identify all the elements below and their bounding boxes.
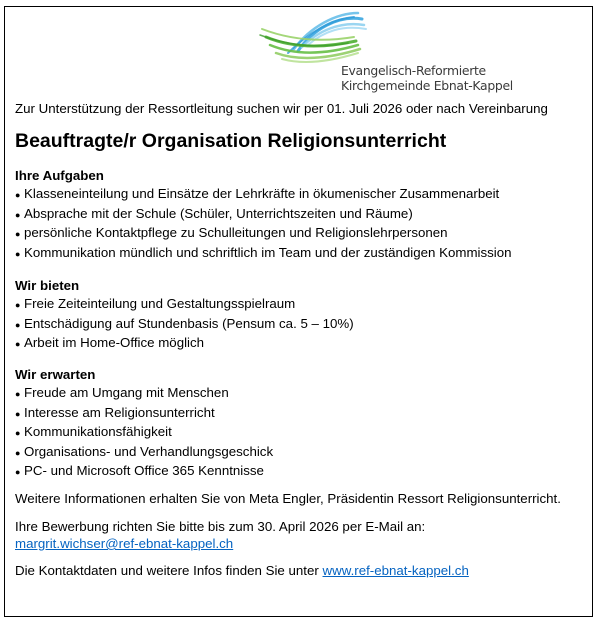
church-logo-icon bbox=[258, 9, 368, 65]
list-item: ● Absprache mit der Schule (Schüler, Unterrichtszeiten und Räume) bbox=[15, 205, 512, 225]
section-tasks bbox=[15, 167, 512, 263]
list-item: ● persönliche Kontaktpflege zu Schulleitungen und Religionslehrpersonen bbox=[15, 224, 512, 244]
list-item: ● Freude am Umgang mit Menschen bbox=[15, 384, 273, 404]
bullet-icon: ● bbox=[15, 408, 21, 419]
info-text: Weitere Informationen erhalten Sie von Meta Engler, Präsidentin Ressort Religionsunterricht. bbox=[15, 491, 561, 506]
tasks-list bbox=[15, 185, 512, 263]
list-item: ● PC- und Microsoft Office 365 Kenntnisse bbox=[15, 462, 273, 482]
bullet-icon: ● bbox=[15, 428, 21, 439]
list-item: ● Kommunikationsfähigkeit bbox=[15, 423, 273, 443]
section-heading: Ihre Aufgaben bbox=[15, 168, 104, 183]
list-item: ● Freie Zeiteinteilung und Gestaltungsspielraum bbox=[15, 295, 354, 315]
list-item: ● Entschädigung auf Stundenbasis (Pensum ca. 5 – 10%) bbox=[15, 315, 354, 335]
list-item: ● Kommunikation mündlich und schriftlich im Team und der zuständigen Kommission bbox=[15, 244, 512, 264]
list-item: ● Organisations- und Verhandlungsgeschick bbox=[15, 443, 273, 463]
bullet-icon: ● bbox=[15, 248, 21, 259]
section-offer bbox=[15, 277, 354, 354]
job-title: Beauftragte/r Organisation Religionsunterricht bbox=[15, 130, 447, 152]
bullet-icon: ● bbox=[15, 467, 21, 478]
section-heading: Wir erwarten bbox=[15, 367, 96, 382]
bullet-icon: ● bbox=[15, 389, 21, 399]
bullet-icon: ● bbox=[15, 339, 21, 350]
contact-text bbox=[15, 562, 469, 580]
bullet-icon: ● bbox=[15, 447, 21, 458]
contact-prefix: Die Kontaktdaten und weitere Infos finden Sie unter bbox=[15, 563, 323, 578]
bullet-icon: ● bbox=[15, 209, 21, 220]
section-requirements bbox=[15, 366, 273, 482]
section-heading: Wir bieten bbox=[15, 278, 80, 293]
list-item: ● Interesse am Religionsunterricht bbox=[15, 404, 273, 424]
bullet-icon: ● bbox=[15, 229, 21, 240]
list-item: ● Arbeit im Home-Office möglich bbox=[15, 334, 354, 354]
website-link[interactable]: www.ref-ebnat-kappel.ch bbox=[322, 563, 469, 578]
requirements-list bbox=[15, 384, 273, 482]
bullet-icon: ● bbox=[15, 300, 21, 310]
offer-list bbox=[15, 295, 354, 354]
bullet-icon: ● bbox=[15, 319, 21, 330]
organization-name-line1: Evangelisch-Reformierte bbox=[341, 63, 486, 78]
bullet-icon: ● bbox=[15, 190, 21, 200]
list-item: ● Klasseneinteilung und Einsätze der Lehrkräfte in ökumenischer Zusammenarbeit bbox=[15, 185, 512, 205]
organization-name-line2: Kirchgemeinde Ebnat-Kappel bbox=[341, 78, 513, 93]
intro-text: Zur Unterstützung der Ressortleitung suchen wir per 01. Juli 2026 oder nach Vereinbarung bbox=[15, 101, 548, 116]
application-text: Ihre Bewerbung richten Sie bitte bis zum 30. April 2026 per E-Mail an: bbox=[15, 519, 426, 534]
email-link[interactable]: margrit.wichser@ref-ebnat-kappel.ch bbox=[15, 536, 234, 551]
organization-name bbox=[341, 63, 513, 93]
